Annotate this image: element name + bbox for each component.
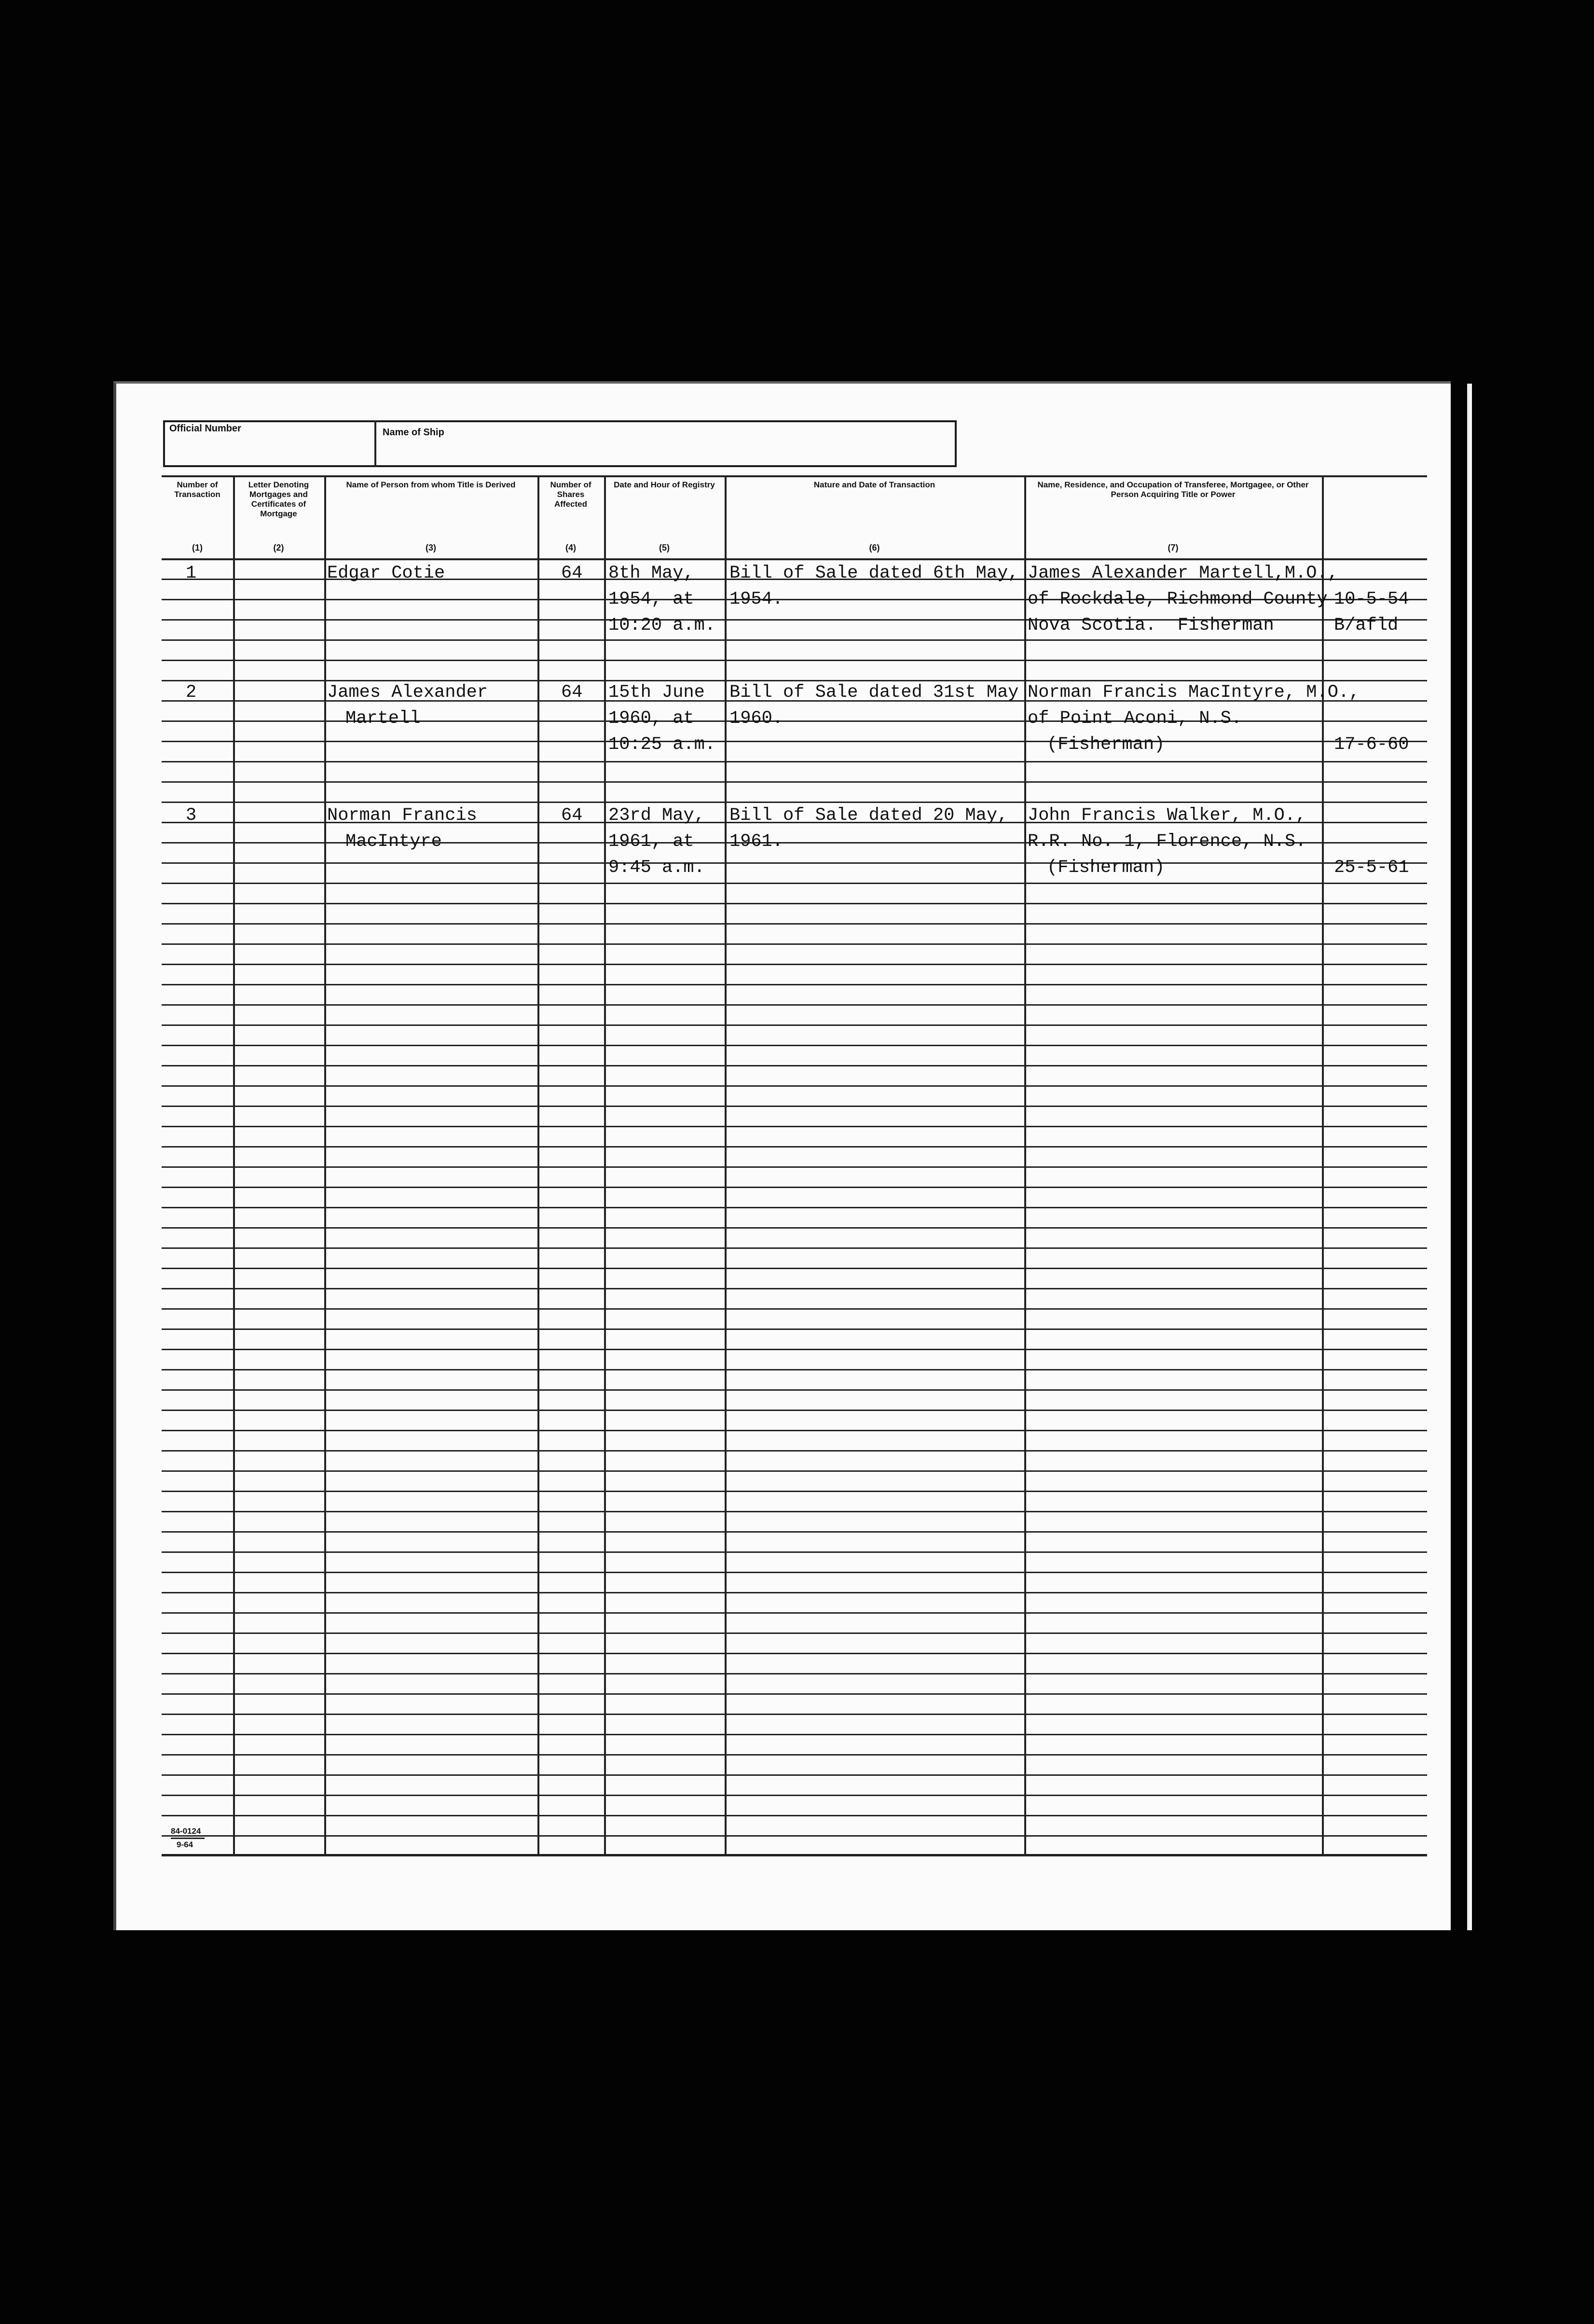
row-rule <box>162 781 1427 783</box>
registry-date-hour: 1954, at <box>608 589 694 609</box>
row-rule <box>162 1612 1427 1614</box>
row-rule <box>162 1754 1427 1756</box>
row-rule <box>162 1247 1427 1249</box>
row-rule <box>162 761 1427 762</box>
row-rule <box>162 984 1427 985</box>
column-rule <box>1024 475 1026 1854</box>
row-rule <box>162 1430 1427 1431</box>
transferee-details: (Fisherman) <box>1047 734 1165 755</box>
row-rule <box>162 923 1427 925</box>
register-form-page <box>113 381 1451 1930</box>
shares-affected: 64 <box>561 805 583 826</box>
header-bottom-rule <box>162 558 1427 560</box>
column-number: (6) <box>869 543 880 553</box>
row-rule <box>162 802 1427 803</box>
registry-date-hour: 10:25 a.m. <box>608 734 716 755</box>
column-rule <box>604 475 606 1854</box>
row-rule <box>162 1065 1427 1066</box>
transaction-nature: Bill of Sale dated 20 May, <box>729 805 1008 826</box>
title-derived-from: Norman Francis <box>327 805 477 826</box>
registry-date-hour: 1960, at <box>608 708 694 729</box>
row-rule <box>162 1835 1427 1837</box>
column-header: Number of Shares Affected <box>550 480 591 509</box>
column-number: (5) <box>659 543 670 553</box>
column-rule <box>725 475 727 1854</box>
table-top-rule <box>162 475 1427 477</box>
transferee-details: Norman Francis MacIntyre, M.O., <box>1028 682 1360 703</box>
transaction-nature: 1954. <box>729 589 783 609</box>
transferee-details: of Point Aconi, N.S. <box>1028 708 1242 729</box>
row-rule <box>162 1045 1427 1046</box>
row-rule <box>162 1531 1427 1533</box>
column-number: (4) <box>565 543 576 553</box>
transaction-nature: Bill of Sale dated 31st May <box>729 682 1019 703</box>
row-rule <box>162 741 1427 742</box>
transaction-nature: 1961. <box>729 831 783 852</box>
row-rule <box>162 1085 1427 1087</box>
row-rule <box>162 1369 1427 1370</box>
registry-date-hour: 8th May, <box>608 563 694 583</box>
ship-name-label: Name of Ship <box>383 427 444 438</box>
header-divider <box>374 420 376 467</box>
transaction-number: 1 <box>186 563 197 583</box>
row-rule <box>162 943 1427 945</box>
transaction-nature: 1960. <box>729 708 783 729</box>
row-rule <box>162 1551 1427 1553</box>
official-number-label: Official Number <box>169 423 241 434</box>
row-rule <box>162 964 1427 965</box>
registry-date-hour: 10:20 a.m. <box>608 615 716 636</box>
row-rule <box>162 1714 1427 1715</box>
row-rule <box>162 1328 1427 1330</box>
shares-affected: 64 <box>561 682 583 703</box>
transferee-details: (Fisherman) <box>1047 858 1165 878</box>
margin-note: B/afld <box>1334 615 1399 636</box>
transaction-nature: Bill of Sale dated 6th May, <box>729 563 1019 583</box>
registry-date-hour: 1961, at <box>608 831 694 852</box>
row-rule <box>162 1734 1427 1735</box>
row-rule <box>162 1572 1427 1573</box>
form-code: 84-0124 <box>171 1826 201 1836</box>
registry-date-hour: 9:45 a.m. <box>608 858 705 878</box>
row-rule <box>162 660 1427 661</box>
column-rule <box>324 475 326 1854</box>
row-rule <box>162 1470 1427 1472</box>
row-rule <box>162 1632 1427 1634</box>
row-rule <box>162 1207 1427 1208</box>
row-rule <box>162 1308 1427 1310</box>
row-rule <box>162 1410 1427 1411</box>
column-header: Letter Denoting Mortgages and Certificates of Mortgage <box>248 480 309 518</box>
table-bottom-rule <box>162 1854 1427 1856</box>
row-rule <box>162 1106 1427 1107</box>
title-derived-from: Edgar Cotie <box>327 563 445 583</box>
row-rule <box>162 903 1427 904</box>
registry-date-hour: 23rd May, <box>608 805 705 826</box>
column-header: Number of Transaction <box>174 480 220 499</box>
margin-note: 10-5-54 <box>1334 589 1409 609</box>
form-date: 9-64 <box>177 1840 193 1849</box>
column-rule <box>233 475 235 1854</box>
transferee-details: Nova Scotia. Fisherman <box>1028 615 1274 636</box>
column-number: (7) <box>1168 543 1179 553</box>
row-rule <box>162 1774 1427 1776</box>
column-rule <box>537 475 539 1854</box>
transferee-details: John Francis Walker, M.O., <box>1028 805 1306 826</box>
row-rule <box>162 862 1427 864</box>
row-rule <box>162 680 1427 681</box>
transaction-number: 3 <box>186 805 197 826</box>
shares-affected: 64 <box>561 563 583 583</box>
row-rule <box>162 1693 1427 1695</box>
row-rule <box>162 883 1427 884</box>
row-rule <box>162 1288 1427 1289</box>
row-rule <box>162 1166 1427 1168</box>
row-rule <box>162 1389 1427 1391</box>
registry-date-hour: 15th June <box>608 682 705 703</box>
column-header: Name, Residence, and Occupation of Transferee, Mortgagee, or Other Person Acquiring Title or Power <box>1037 480 1309 499</box>
transferee-details: James Alexander Martell,M.O., <box>1028 563 1338 583</box>
column-header: Name of Person from whom Title is Derived <box>346 480 516 489</box>
title-derived-from: Martell <box>345 708 421 729</box>
row-rule <box>162 1126 1427 1127</box>
margin-note: 25-5-61 <box>1334 858 1409 878</box>
column-number: (1) <box>192 543 203 553</box>
transferee-details: R.R. No. 1, Florence, N.S. <box>1028 831 1306 852</box>
row-rule <box>162 1592 1427 1593</box>
row-rule <box>162 1004 1427 1006</box>
margin-note: 17-6-60 <box>1334 734 1409 755</box>
page-edge-shade <box>1467 384 1472 1930</box>
row-rule <box>162 1653 1427 1654</box>
column-number: (3) <box>426 543 436 553</box>
column-header: Date and Hour of Registry <box>614 480 715 489</box>
title-derived-from: James Alexander <box>327 682 488 703</box>
row-rule <box>162 1349 1427 1350</box>
column-header: Nature and Date of Transaction <box>813 480 935 489</box>
row-rule <box>162 1146 1427 1148</box>
row-rule <box>162 1450 1427 1452</box>
row-rule <box>162 1227 1427 1229</box>
transferee-details: of Rockdale, Richmond County <box>1028 589 1328 609</box>
row-rule <box>162 1511 1427 1512</box>
header-box <box>163 420 957 467</box>
row-rule <box>162 639 1427 641</box>
row-rule <box>162 1187 1427 1188</box>
column-number: (2) <box>273 543 284 553</box>
row-rule <box>162 1024 1427 1026</box>
row-rule <box>162 1491 1427 1492</box>
row-rule <box>162 1815 1427 1816</box>
transaction-number: 2 <box>186 682 197 703</box>
title-derived-from: MacIntyre <box>345 831 442 852</box>
row-rule <box>162 1268 1427 1269</box>
form-code-rule <box>171 1838 205 1839</box>
row-rule <box>162 1795 1427 1796</box>
row-rule <box>162 1673 1427 1674</box>
